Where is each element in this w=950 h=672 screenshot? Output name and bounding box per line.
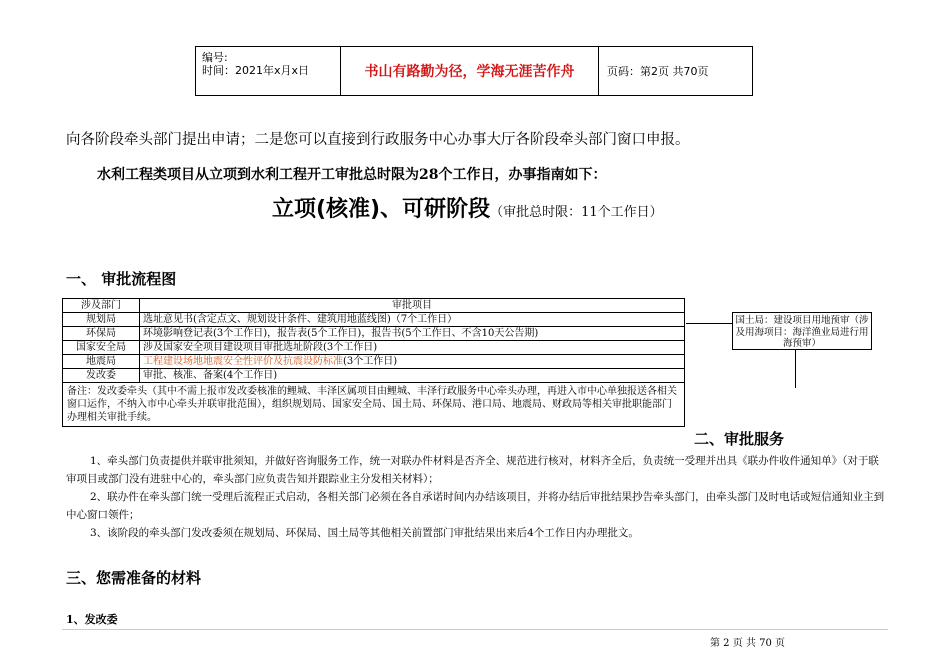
header-motto: 书山有路勤为径，学海无涯苦作舟	[341, 47, 599, 95]
table-note: 备注：发改委牵头（其中不需上报市发改委核准的鲤城、丰泽区属项目由鲤城、丰泽行政服务中心牵头办理，再进入市中心单独报送各相关窗口运作，不纳入市中心牵头并联审批范围），组织规划局、国家安全局、国土局、环保局、港口局、地震局、财政局等相关审批职能部门办理相关审批手续。	[63, 383, 685, 427]
row-item: 涉及国家安全项目建设项目审批选址阶段(3个工作日)	[140, 341, 685, 355]
row-item: 环境影响登记表(3个工作日)，报告表(5个工作日)，报告书(5个工作日、不含10天公告期)	[140, 327, 685, 341]
section2-title: 二、审批服务	[694, 430, 785, 448]
page-footer: 第 2 页 共 70 页	[710, 638, 785, 649]
footer-divider	[62, 629, 888, 630]
row-item-tail: (3个工作日)	[343, 356, 398, 367]
table-header-item: 审批项目	[140, 299, 685, 313]
table-row	[63, 369, 685, 383]
approval-table	[62, 298, 685, 427]
row-item: 审批、核准、备案(4个工作日)	[140, 369, 685, 383]
connector-line-vertical	[795, 350, 796, 388]
row-item-highlight: 工程建设场地地震安全性评价及抗震设防标准	[143, 356, 343, 367]
stage-subtitle: （审批总时限：11个工作日）	[490, 205, 663, 220]
table-note-row	[63, 383, 685, 427]
stage-title	[272, 192, 663, 223]
time-label: 时间：2021年x月x日	[202, 64, 310, 77]
service-para-3	[66, 524, 886, 542]
header-page-info: 页码：第2页 共70页	[607, 65, 709, 78]
table-header-dept: 涉及部门	[63, 299, 140, 313]
row-item: 选址意见书(含定点文、规划设计条件、建筑用地蓝线图)（7个工作日）	[140, 313, 685, 327]
service-text: 1、牵头部门负责提供并联审批须知，并做好咨询服务工作，统一对联办件材料是否齐全、规范进行核对，材料齐全后，负责统一受理并出具《联办件收件通知单》（对于联审项目或部门没有进驻中心的，牵头部门应负责告知并跟踪业主分发相关材料）；	[66, 455, 879, 485]
service-para-2	[66, 488, 886, 524]
service-para-1	[66, 452, 886, 488]
number-label: 编号:	[202, 51, 228, 64]
land-bureau-box: 国土局：建设项目用地预审（涉及用海项目：海洋渔业局进行用海预审）	[732, 312, 872, 350]
table-row	[63, 313, 685, 327]
row-dept: 国家安全局	[63, 341, 140, 355]
page-header	[195, 46, 753, 96]
table-row	[63, 355, 685, 369]
service-text: 3、该阶段的牵头部门发改委须在规划局、环保局、国土局等其他相关前置部门审批结果出来后4个工作日内办理批文。	[90, 527, 639, 539]
connector-line	[686, 323, 732, 324]
table-row	[63, 341, 685, 355]
service-text: 2、联办件在牵头部门统一受理后流程正式启动，各相关部门必须在各自承诺时间内办结该项目，并将办结后审批结果抄告牵头部门，由牵头部门及时电话或短信通知业主到中心窗口领件；	[66, 491, 885, 521]
row-dept: 环保局	[63, 327, 140, 341]
section3-title: 三、您需准备的材料	[66, 569, 202, 587]
stage-title-main: 立项(核准)、可研阶段	[272, 197, 491, 222]
guide-line: 水利工程类项目从立项到水利工程开工审批总时限为28个工作日，办事指南如下：	[97, 167, 607, 183]
table-row	[63, 327, 685, 341]
header-meta	[196, 47, 341, 95]
row-dept: 规划局	[63, 313, 140, 327]
intro-line: 向各阶段牵头部门提出申请；二是您可以直接到行政服务中心办事大厅各阶段牵头部门窗口申报。	[66, 132, 690, 148]
row-dept: 发改委	[63, 369, 140, 383]
subsection1-title: 1、发改委	[66, 613, 118, 626]
table-header-row	[63, 299, 685, 313]
row-item	[140, 355, 685, 369]
row-dept: 地震局	[63, 355, 140, 369]
section1-title: 一、 审批流程图	[66, 270, 177, 288]
